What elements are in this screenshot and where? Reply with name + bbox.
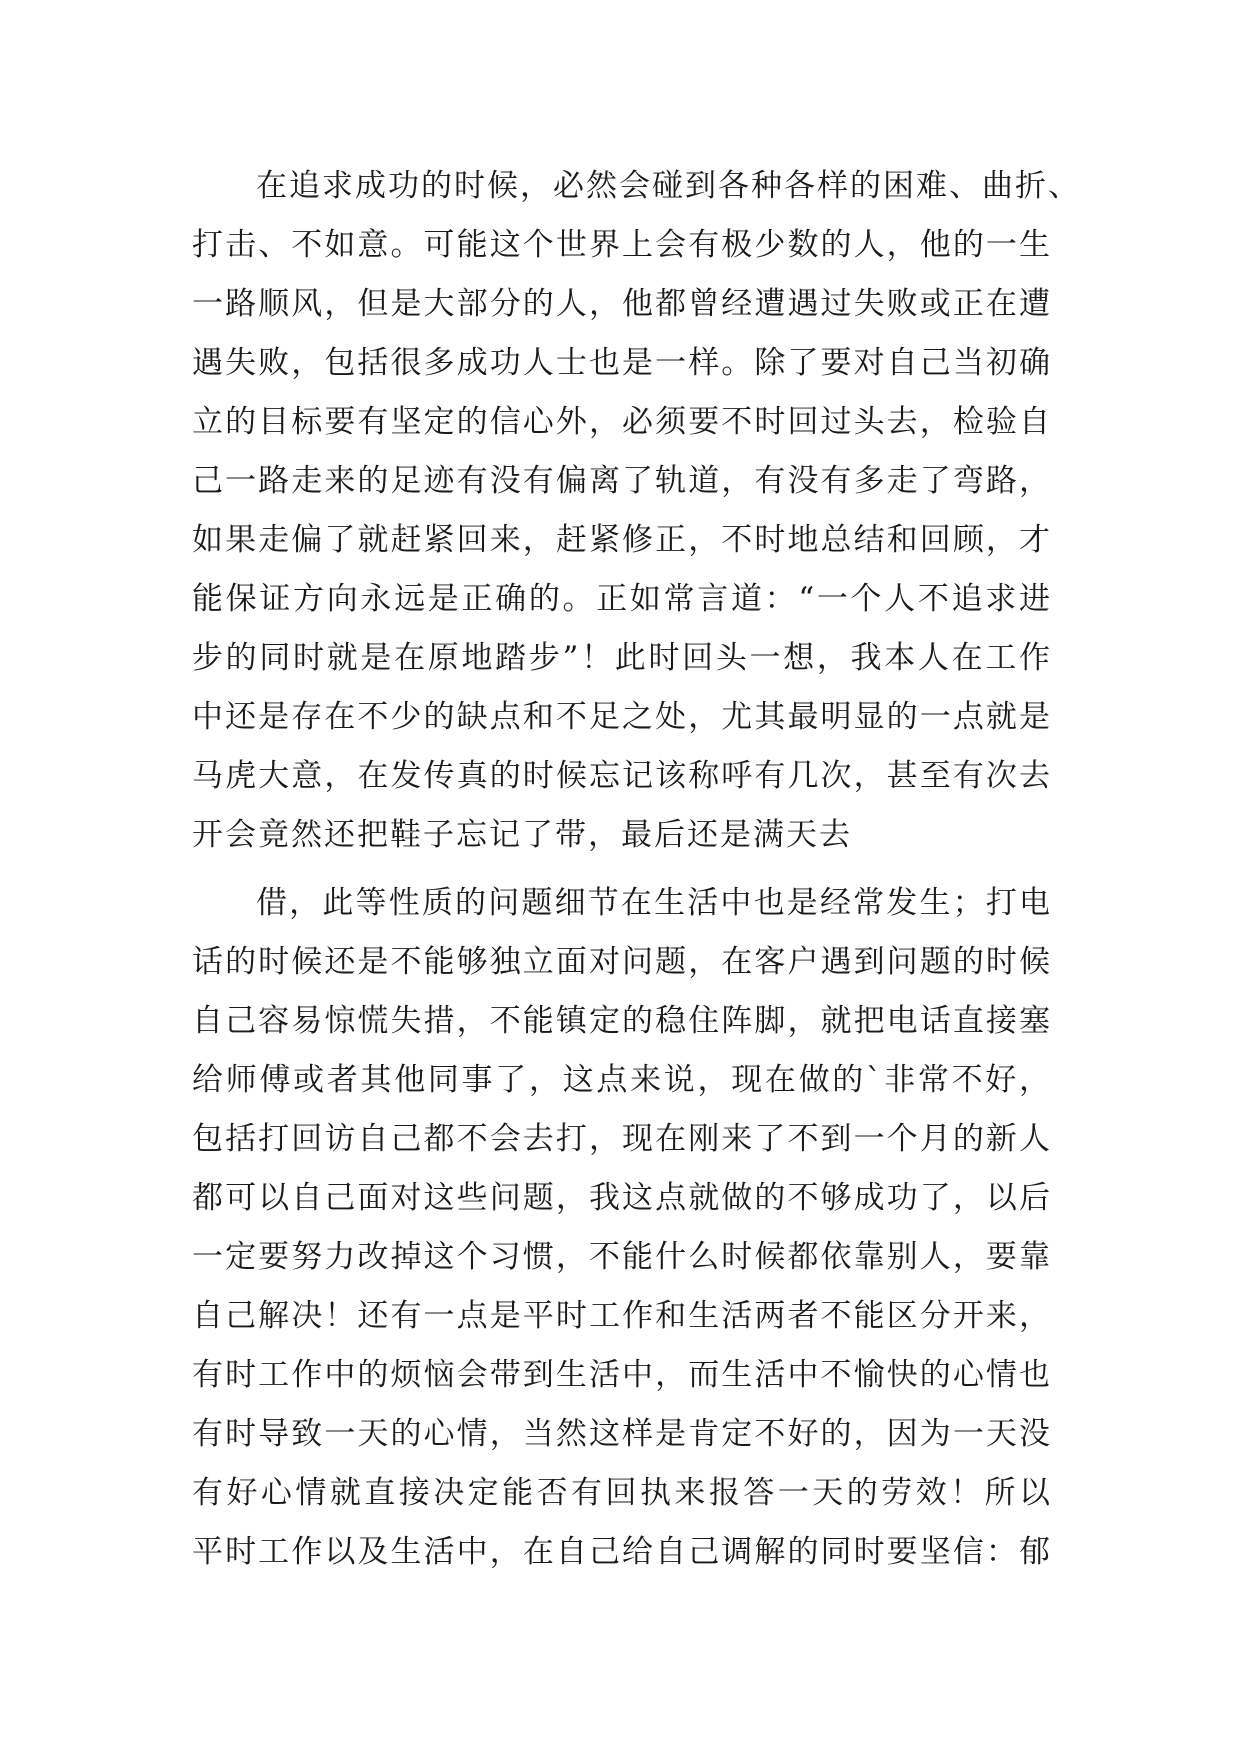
text-line: 能保证方向永远是正确的。正如常言道：“一个人不追求进 [192,581,1052,617]
text-line: 如果走偏了就赶紧回来，赶紧修正，不时地总结和回顾，才 [192,522,1052,558]
text-line: 有时导致一天的心情，当然这样是肯定不好的，因为一天没 [192,1416,1052,1452]
text-line: 都可以自己面对这些问题，我这点就做的不够成功了，以后 [192,1180,1052,1216]
text-line: 打击、不如意。可能这个世界上会有极少数的人，他的一生 [192,227,1052,263]
text-line: 立的目标要有坚定的信心外，必须要不时回过头去，检验自 [192,404,1052,440]
text-line: 遇失败，包括很多成功人士也是一样。除了要对自己当初确 [192,345,1052,381]
text-line: 话的时候还是不能够独立面对问题，在客户遇到问题的时候 [192,944,1052,980]
text-line: 有好心情就直接决定能否有回执来报答一天的劳效！所以 [192,1475,1052,1511]
text-line: 一路顺风，但是大部分的人，他都曾经遭遇过失败或正在遭 [192,286,1052,322]
text-line: 包括打回访自己都不会去打，现在刚来了不到一个月的新人 [192,1121,1052,1157]
text-line: 自己解决！还有一点是平时工作和生活两者不能区分开来， [192,1298,1052,1334]
text-line: 平时工作以及生活中，在自己给自己调解的同时要坚信：郁 [192,1534,1052,1570]
text-line: 步的同时就是在原地踏步”！此时回头一想，我本人在工作 [192,640,1052,676]
text-line: 开会竟然还把鞋子忘记了带，最后还是满天去 [192,817,852,853]
text-line: 自己容易惊慌失措，不能镇定的稳住阵脚，就把电话直接塞 [192,1003,1052,1039]
text-line: 己一路走来的足迹有没有偏离了轨道，有没有多走了弯路， [192,463,1052,499]
paragraph-1 [192,157,1081,865]
text-line: 借，此等性质的问题细节在生活中也是经常发生；打电 [256,885,1052,921]
text-line: 马虎大意，在发传真的时候忘记该称呼有几次，甚至有次去 [192,758,1052,794]
text-line: 在追求成功的时候，必然会碰到各种各样的困难、曲折、 [256,168,1081,204]
text-line: 中还是存在不少的缺点和不足之处，尤其最明显的一点就是 [192,699,1052,735]
text-line: 一定要努力改掉这个习惯，不能什么时候都依靠别人，要靠 [192,1239,1052,1275]
text-line: 有时工作中的烦恼会带到生活中，而生活中不愉快的心情也 [192,1357,1052,1393]
text-line: 给师傅或者其他同事了，这点来说，现在做的`非常不好， [192,1062,1052,1098]
paragraph-2 [192,874,1052,1582]
